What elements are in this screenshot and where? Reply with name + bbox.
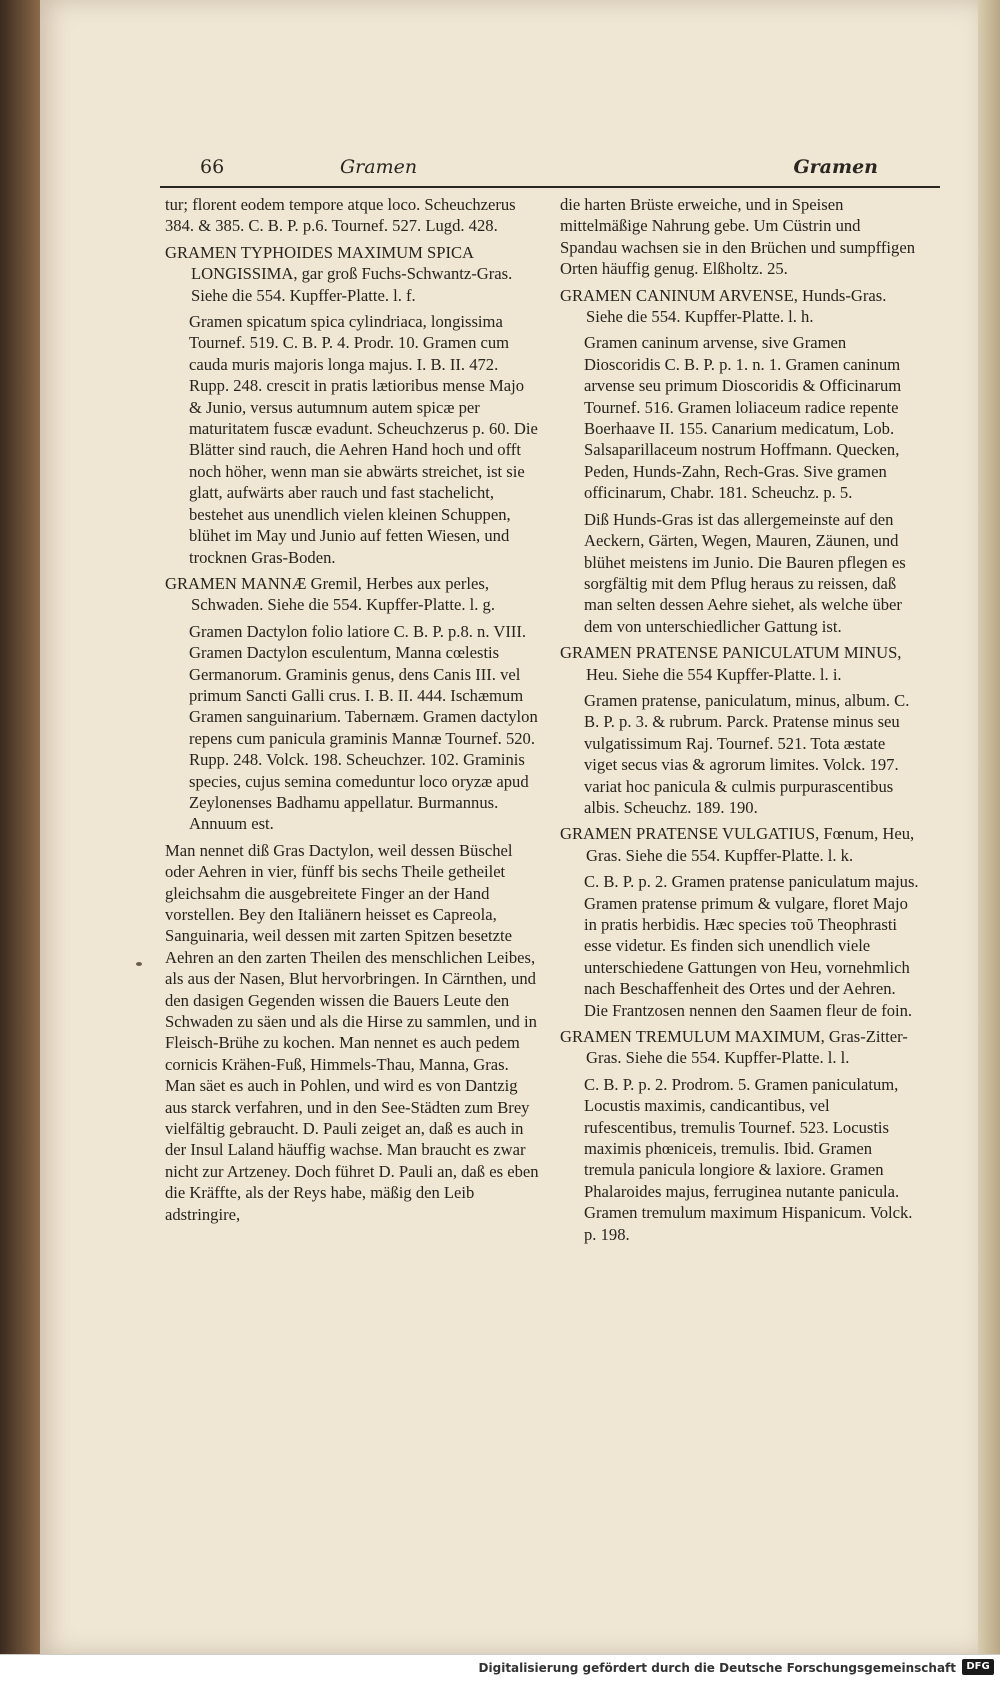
- entry-body-mannae-german: Man nennet diß Gras Dactylon, weil dessen Büschel oder Aehren in vier, fünff bis sechs Theile getheilet gleichsahm die ausgebreitete Finger an der Hand vorstellen. Bey den Italiänern heisset es Capreola, Sanguinaria, weil dessen mit zarten Spitzen besetzte Aehren an den zarten Theilen des menschlichen Leibes, als aus der Nasen, Blut hervorbringen. In Cärnthen, und den dasigen Gegenden wissen die Bauers Leute den Schwaden zu säen und als die Hirse zu sammlen, und in Fleisch-Brühe zu kochen. Man nennet es auch pedem cornicis Krähen-Fuß, Himmels-Thau, Manna, Gras. Man säet es auch in Pohlen, und wird es von Dantzig aus starck verfahren, und in den See-Städten zum Brey vielfältig gebraucht. D. Pauli zeiget an, daß es auch in der Insul Laland häuffig wachse. Man braucht es zwar nicht zur Artzeney. Doch führet D. Pauli an, daß es eben die Kräffte, als der Reys habe, mäßig den Leib adstringire,: [165, 840, 539, 1224]
- header-title-right: Gramen: [793, 156, 878, 178]
- entry-body-caninum-latin: Gramen caninum arvense, sive Gramen Dioscoridis C. B. P. p. 1. n. 1. Gramen caninum arvense seu primum Dioscoridis & Officinarum Tournef. 516. Gramen loliaceum radice repente Boerhaave II. 155. Canarium medicatum, Lob. Salsaparillaceum nostrum Hoffmann. Quecken, Peden, Hunds-Zahn, Rech-Gras. Sive gramen officinarum, Chabr. 181. Scheuchz. p. 5.: [584, 333, 902, 503]
- digitization-footer: [0, 1654, 1000, 1681]
- entry-heading-mannae: GRAMEN MANNÆ Gremil, Herbes aux perles, Schwaden. Siehe die 554. Kupffer-Platte. l. g.: [165, 573, 495, 615]
- right-column: [560, 194, 920, 1250]
- entry-body-typhoides: Gramen spicatum spica cylindriaca, longissima Tournef. 519. C. B. P. 4. Prodr. 10. Gramen cum cauda muris majoris longa majus. I. B. II. 472. Rupp. 248. crescit in pratis lætioribus mense Majo & Junio, versus autumnum autem spicæ per maturitatem fuscæ evadunt. Scheuchzerus p. 60. Die Blätter sind rauch, die Aehren Hand hoch und offt noch höher, wenn man sie abwärts streichet, ist sie glatt, aufwärts aber rauch und fast stachelicht, bestehet aus unendlich vielen kleinen Schuppen, blühet im May und Junio auf fetten Wiesen, und trocknen Gras-Boden.: [189, 312, 538, 567]
- header-rule: [160, 186, 940, 188]
- continuation-paragraph: tur; florent eodem tempore atque loco. Scheuchzerus 384. & 385. C. B. P. p.6. Tournef. 527. Lugd. 428.: [165, 195, 516, 236]
- entry-heading-pratense-minus: GRAMEN PRATENSE PANICULATUM MINUS, Heu. Siehe die 554 Kupffer-Platte. l. i.: [560, 643, 902, 684]
- entry-body-caninum-german: Diß Hunds-Gras ist das allergemeinste auf den Aeckern, Gärten, Wegen, Mauren, Zäunen, und blühet meistens im Junio. Die Bauren pflegen es sorgfältig mit dem Pflug heraus zu reissen, daß man selten dessen Aehre siehet, als welche über dem von unterschiedlicher Gattung ist.: [584, 509, 906, 636]
- running-header: [200, 150, 918, 184]
- entry-heading-caninum: GRAMEN CANINUM ARVENSE, Hunds-Gras. Siehe die 554. Kupffer-Platte. l. h.: [560, 285, 887, 327]
- entry-body-mannae-latin: Gramen Dactylon folio latiore C. B. P. p.8. n. VIII. Gramen Dactylon esculentum, Manna cœlestis Germanorum. Graminis genus, dens Canis III. vel primum Sancti Galli crus. I. B. II. 444. Ischæmum Gramen sanguinarium. Tabernæm. Gramen dactylon repens cum panicula graminis Mannæ Tournef. 520. Rupp. 248. Volck. 198. Scheuchzer. 102. Graminis species, cujus semina comeduntur loco oryzæ apud Zeylonenses Badhamu appellatur. Burmannus. Annuum est.: [189, 621, 538, 834]
- entry-body-tremulum: C. B. P. p. 2. Prodrom. 5. Gramen paniculatum, Locustis maximis, candicantibus, vel rufescentibus, tremulis Tournef. 523. Locustis maximis phœniceis, tremulis. Ibid. Gramen tremula panicula longiore & laxiore. Gramen Phalaroides majus, ferruginea nutante panicula. Gramen tremulum maximum Hispanicum. Volck. p. 198.: [584, 1074, 913, 1244]
- continuation-paragraph-right: die harten Brüste erweiche, und in Speisen mittelmäßige Nahrung gebe. Um Cüstrin und Spandau wachsen sie in den Brüchen und sumpffigen Orten häuffig genug. Elßholtz. 25.: [560, 195, 915, 279]
- dfg-logo: DFG: [962, 1659, 994, 1675]
- left-column: [165, 194, 540, 1230]
- entry-heading-pratense-vulgatius: GRAMEN PRATENSE VULGATIUS, Fœnum, Heu, Gras. Siehe die 554. Kupffer-Platte. l. k.: [560, 824, 915, 865]
- page-stack-edge: [978, 0, 1000, 1681]
- entry-heading-typhoides: GRAMEN TYPHOIDES MAXIMUM SPICA LONGISSIMA, gar groß Fuchs-Schwantz-Gras. Siehe die 554. Kupffer-Platte. l. f.: [165, 242, 513, 305]
- page-number: 66: [200, 156, 225, 178]
- paper-blemish: [136, 962, 142, 966]
- header-title-left: Gramen: [340, 156, 418, 178]
- entry-body-pratense-minus: Gramen pratense, paniculatum, minus, album. C. B. P. p. 3. & rubrum. Parck. Pratense minus seu vulgatissimum Raj. Tournef. 521. Tota æstate viget secus vias & agrorum limites. Volck. 197. variat hoc panicula & culmis purpurascentibus albis. Scheuchz. 189. 190.: [584, 690, 910, 817]
- entry-body-pratense-vulgatius: C. B. P. p. 2. Gramen pratense paniculatum majus. Gramen pratense primum & vulgare, floret Majo in pratis herbidis. Hæc species τοῦ Theophrasti esse videtur. Es finden sich unendlich viele unterschiedene Gattungen von Heu, vornehmlich nach Beschaffenheit des Ortes und der Aehren. Die Frantzosen nennen den Saamen fleur de foin.: [584, 872, 919, 1020]
- book-spine-edge: [0, 0, 40, 1681]
- funding-credit: Digitalisierung gefördert durch die Deutsche Forschungsgemeinschaft: [478, 1661, 956, 1675]
- entry-heading-tremulum: GRAMEN TREMULUM MAXIMUM, Gras-Zitter-Gras. Siehe die 554. Kupffer-Platte. l. l.: [560, 1027, 908, 1068]
